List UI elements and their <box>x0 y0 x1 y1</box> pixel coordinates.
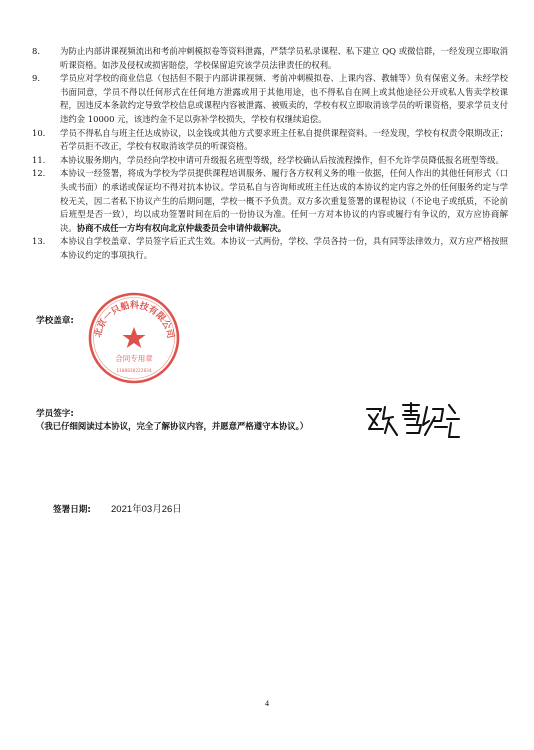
school-seal-label: 学校盖章: <box>36 316 74 326</box>
seal-bottom-text: 合同专用章 <box>115 354 153 363</box>
clause-item <box>32 154 508 168</box>
clause-item <box>32 45 508 72</box>
clause-number: 13. <box>32 236 46 247</box>
seal-arc-text: 北京一只船科技有限公司 <box>93 300 175 340</box>
sign-date-value: 2021年03月26日 <box>111 504 182 515</box>
seal-star-icon <box>123 327 146 348</box>
handwritten-signature <box>363 397 463 447</box>
clause-number: 8. <box>32 46 40 56</box>
student-acknowledgement: （我已仔细阅读过本协议，完全了解协议内容，并愿意严格遵守本协议。） <box>36 421 309 431</box>
page-number: 4 <box>265 699 269 708</box>
clause-number: 12. <box>32 168 46 179</box>
clause-item <box>32 127 508 154</box>
clause-body: 学员不得私自与班主任达成协议，以金钱或其他方式要求班主任私自提供课程资料。一经发现，学校有权责令限期改正；若学员拒不改正，学校有权取消该学员的听课资格。 <box>60 127 508 152</box>
clause-body: 为防止内部讲课视频流出和考前冲刺模拟卷等资料泄露，严禁学员私录课程、私下建立 QQ 或微信群，一经发现立即取消听课资格。如涉及侵权或损害賠偿，学校保留追究该学员法律责任的权利。 <box>60 46 508 70</box>
clause-text <box>60 127 508 154</box>
clause-number: 10. <box>32 127 46 138</box>
sign-date-label: 签署日期: <box>53 505 91 515</box>
company-seal <box>86 290 182 386</box>
agreement-clauses <box>32 45 508 263</box>
clause-number: 11. <box>32 154 46 165</box>
clause-body: 本协议一经签署，将成为学校为学员提供课程培训服务、履行各方权利义务的唯一依据，任何人作出的其他任何形式（口头或书面）的承诺或保证均不得对抗本协议。学员私自与咨询师或班主任达成的本协议约定内容之外的任何服务约定与学校无关，因二者私下协议产生的后期问题，学校一概不予负责。双方多次重复签署的课程协议（不论电子或纸质，不论前后班型是否一致），均以成功签署时间在后的一份协议为准。任何一方对本协议的内容或履行有争议的，双方应协商解决。 <box>60 168 508 233</box>
seal-number: 1108830222834 <box>116 369 152 374</box>
clause-body: 本协议自学校盖章、学员签字后正式生效。本协议一式两份，学校、学员各持一份，具有同等法律效力，双方应严格按照本协议约定的事项执行。 <box>60 236 508 260</box>
clause-text <box>60 235 508 262</box>
clause-text <box>60 167 508 235</box>
clause-bold-text: 协商不成任一方均有权向北京仲裁委员会申请仲裁解决。 <box>76 222 287 233</box>
clause-body: 本协议服务期内，学员经向学校申请可升级报名班型等级，经学校确认后按流程操作，但不允许学员降低报名班型等级。 <box>60 154 504 165</box>
clause-text <box>60 72 508 126</box>
clause-item <box>32 167 508 235</box>
clause-body: 学员应对学校的商业信息（包括但不限于内部讲课视频、考前冲刺模拟卷、上课内容、教辅等）负有保密义务。未经学校书面同意，学员不得以任何形式在任何地方泄露或用于其他用途，也不得私自在网上或其他途径公开或私人售卖学校课程，因违反本条款约定导致学校信息或课程内容被泄露、被贩卖的，学校有权立即取消该学员的听课资格，要求学员支付违约金 10000 元，该违约金不足以弥补学校损失，学校有权继续追偿。 <box>60 73 508 124</box>
student-sign-label: 学员签字: <box>36 409 74 419</box>
clause-item <box>32 235 508 262</box>
clause-text <box>60 45 508 72</box>
clause-number: 9. <box>32 73 40 84</box>
clause-text <box>60 154 508 168</box>
clause-item <box>32 72 508 126</box>
